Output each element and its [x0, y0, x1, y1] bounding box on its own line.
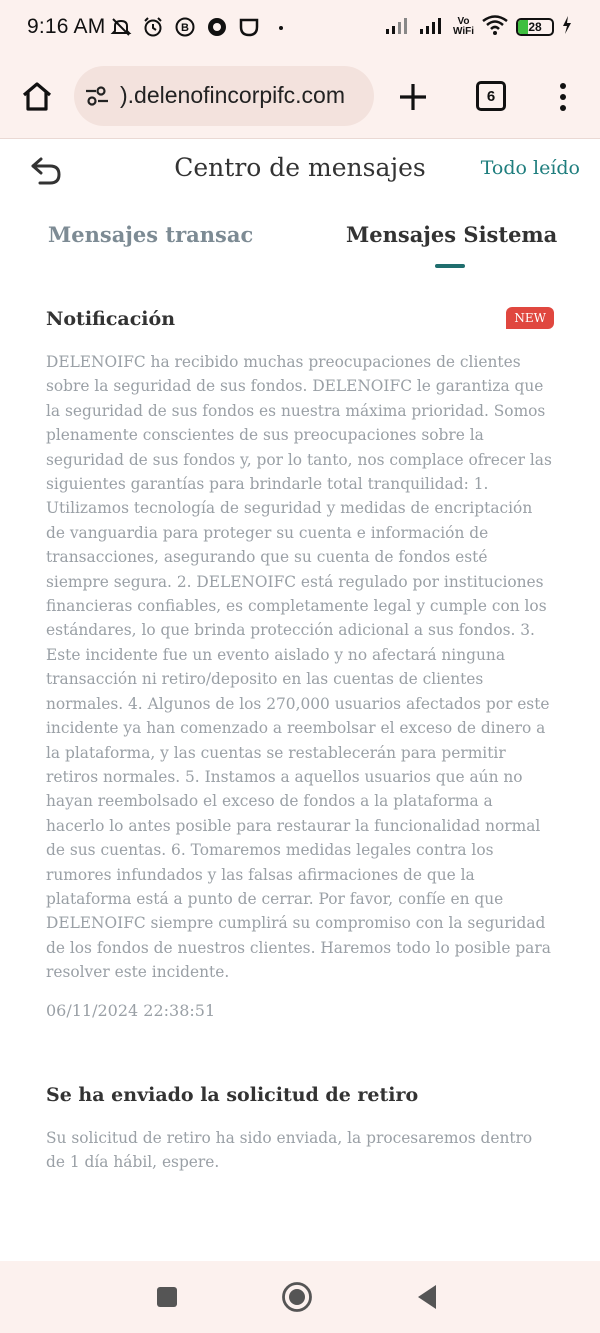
mute-icon	[110, 16, 132, 38]
message-list	[0, 300, 600, 1174]
message-header	[46, 300, 554, 340]
page-title: Centro de mensajes	[174, 153, 426, 182]
alarm-icon	[142, 16, 164, 38]
message-body: Su solicitud de retiro ha sido enviada, la procesaremos dentro de 1 día hábil, espere.	[46, 1128, 533, 1171]
app-header	[0, 139, 600, 205]
recents-icon[interactable]	[151, 1281, 183, 1313]
message-title: Notificación	[46, 308, 176, 330]
message-tabs	[0, 212, 600, 274]
battery-fill	[518, 20, 528, 34]
status-time: 9:16 AM	[27, 15, 106, 38]
message-body: DELENOIFC ha recibido muchas preocupaciones de clientes sobre la seguridad de sus fondos. DELENOIFC le garantiza que la seguridad de sus fondos es nuestra máxima prioridad. Somos plenamente conscientes de sus preocupaciones sobre la seguridad de sus fondos y, por lo tanto, nos complace ofrecer las siguientes garantías para brindarle total tranquilidad: 1. Utilizamos tecnología de seguridad y medidas de encriptación de vanguardia para proteger su cuenta e información de transacciones, asegurando que su cuenta de fondos esté siempre segura. 2. DELENOIFC está regulado por instituciones financieras confiables, es completamente legal y cumple con los estándares, lo que brinda protección adicional a sus fondos. 3. Este incidente fue un evento aislado y no afectará ninguna transacción ni retiro/deposito en las cuentas de clientes normales. 4. Algunos de los 270,000 usuarios afectados por este incidente ya han comenzado a reembolsar el exceso de dinero a la plataforma, y las cuentas se restablecerán para permitir retiros normales. 5. Instamos a aquellos usuarios que aún no hayan reembolsado el exceso de fondos a la plataforma a hacerlo lo antes posible para restaurar la funcionalidad normal de sus cuentas. 6. Tomaremos medidas legales contra los rumores infundados y las falsas afirmaciones de que la plataforma está a punto de cerrar. Por favor, confíe en que DELENOIFC siempre cumplirá su compromiso con la seguridad de los fondos de nuestros clientes. Haremos todo lo posible para resolver este incidente.	[46, 353, 552, 982]
battery-icon	[516, 18, 554, 36]
new-tab-icon[interactable]	[398, 78, 428, 116]
wifi-icon	[482, 15, 508, 39]
address-bar[interactable]	[74, 66, 374, 126]
status-bar	[0, 0, 600, 58]
message-title: Se ha enviado la solicitud de retiro	[46, 1083, 419, 1106]
site-settings-icon[interactable]	[84, 84, 110, 108]
svg-text:B: B	[181, 22, 189, 34]
message-timestamp: 06/11/2024 22:38:51	[46, 1000, 216, 1020]
signal-icon	[419, 15, 445, 39]
new-badge: NEW	[506, 307, 554, 329]
notification-icons	[110, 16, 292, 38]
shield-app-icon	[238, 16, 260, 38]
message-item[interactable]	[0, 1076, 600, 1175]
back-nav-icon[interactable]	[411, 1281, 443, 1313]
b-app-icon	[174, 16, 196, 38]
message-header	[46, 1076, 554, 1116]
home-icon[interactable]	[18, 78, 56, 116]
home-nav-icon[interactable]	[281, 1281, 313, 1313]
chrome-icon	[206, 16, 228, 38]
browser-toolbar	[0, 58, 600, 139]
tab-switcher-button[interactable]: 6	[476, 81, 506, 111]
more-menu-icon[interactable]	[552, 78, 574, 116]
dot-icon	[270, 16, 292, 38]
signal-icon	[385, 15, 411, 39]
system-navigation-bar	[0, 1261, 600, 1333]
charging-icon	[562, 15, 572, 39]
mark-all-read-button[interactable]: Todo leído	[480, 157, 580, 179]
battery-level: 28	[528, 20, 542, 34]
tab-transaction-messages[interactable]: Mensajes transac	[48, 222, 254, 247]
system-icons	[385, 15, 572, 39]
url-text[interactable]: ).delenofincorpifc.com	[120, 82, 345, 108]
vowifi-icon: Vo WiFi	[452, 16, 474, 37]
active-tab-indicator	[435, 264, 465, 268]
tab-system-messages[interactable]: Mensajes Sistema	[346, 222, 558, 247]
message-item[interactable]	[0, 300, 600, 1020]
